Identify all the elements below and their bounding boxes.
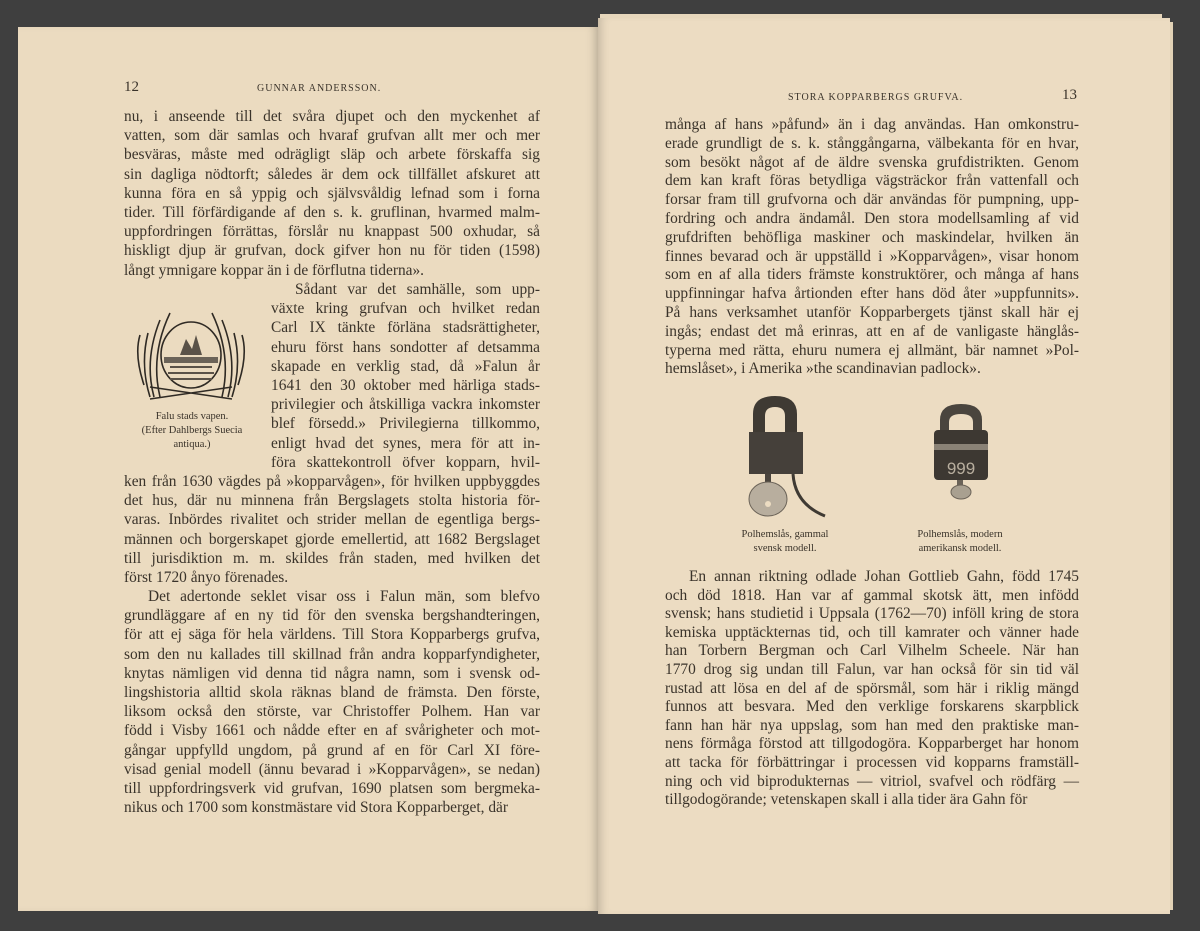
paragraph <box>124 587 540 817</box>
text-line: vatten, som där samlas och hvaraf grufvan allt mer och mer <box>124 127 540 145</box>
paragraph-wrapped <box>271 280 540 472</box>
text-line: först 1720 ånyo förenades. <box>124 568 289 586</box>
text-line: knytas nämligen vid denna tid några namn, som i svensk od- <box>124 664 540 682</box>
text-line: Carl IX tänkte förläna stadsrättigheter, <box>271 319 540 337</box>
figure-caption <box>112 410 272 452</box>
text-line: det hus, där nu minnena från Bergslagets stolta historia för- <box>124 492 540 510</box>
text-line: 1641 den 30 oktober med härliga stads- <box>271 376 540 394</box>
text-line: rustad att lösa en del af de spörsmål, som här i riklig mängd <box>665 679 1079 697</box>
running-head: STORA KOPPARBERGS GRUFVA. <box>788 92 964 103</box>
text-line: som den nu kallades till skillnad från andra kopparfyndigheter, <box>124 645 540 663</box>
text-line: Sådant var det samhälle, som upp- <box>295 281 540 298</box>
text-line: gångar uppfylld ungdom, på grund af en för Carl XI före- <box>124 741 540 759</box>
text-line: 1770 drog sig undan till Falun, var han också för sin tid väl <box>665 660 1079 678</box>
text-line: Det adertonde seklet visar oss i Falun män, som blefvo <box>148 588 540 605</box>
text-line: född i Visby 1661 och nådde efter en af svårigheter och mot- <box>124 722 540 740</box>
text-line: privilegier och åtskilliga vackra inkomster <box>271 396 540 414</box>
text-line: hemslåset», i Amerika »the scandinavian padlock». <box>665 360 981 378</box>
text-line: finnes bevarad och är uppställd i »Kopparvågen», visar honom <box>665 247 1079 265</box>
text-line: kunna föra en så yppig och självsvåldig lefnad som i forna <box>124 184 540 202</box>
text-line: tillgodogörande; vetenskapen skall i alla tider ära Gahn för <box>665 791 1028 809</box>
text-line: visad genial modell (ännu bevarad i »Kopparvågen», se nedan) <box>124 760 540 778</box>
text-line: till uppfordringsverk vid grufvan, 1690 platsen som bergmeka- <box>124 779 540 797</box>
caption-line: antiqua.) <box>173 439 211 450</box>
text-line: många af hans »påfund» än i dag användas. Han omkonstru- <box>665 116 1079 133</box>
figure-caption <box>730 528 840 556</box>
text-line: sin dagliga nödtorft; således är dem ock tillfället afskuret att <box>124 165 540 183</box>
text-line: som en af alla tiders främste konstruktörer, och många af hans <box>665 266 1079 284</box>
text-line: fann han här nya uppslag, som han med den praktiske man- <box>665 716 1079 734</box>
paragraph <box>665 568 1079 810</box>
text-line: lingshistoria alltid skola räknas bland de främsta. Den förste, <box>124 683 540 701</box>
text-line: enligt hvad det synes, mera för att in- <box>271 434 540 452</box>
caption-line: Polhemslås, modern <box>917 529 1003 540</box>
text-line: En annan riktning odlade Johan Gottlieb Gahn, född 1745 <box>689 568 1079 585</box>
text-line: nu, i anseende till det svåra djupet och den myckenhet af <box>124 108 540 125</box>
text-line: långt ymnigare koppar än i de förflutna tiderna». <box>124 261 425 279</box>
text-line: kemiska upptäckternas tid, och till kamrater och vänner hade <box>665 623 1079 641</box>
page-number: 12 <box>124 79 139 95</box>
caption-line: Falu stads vapen. <box>155 411 229 422</box>
text-line: ning och vid biprodukternas — vitriol, svafvel och rödfärg — <box>665 772 1079 790</box>
text-line: På hans verksamhet utanför Kopparbergets tjänst skall här ej <box>665 303 1079 321</box>
figure-caption <box>905 528 1015 556</box>
caption-line: svensk modell. <box>753 543 817 554</box>
text-line: uppfordringen förrättas, förslår nu knappast 500 oxhudar, så <box>124 223 540 241</box>
text-line: erade grundligt de s. k. stånggångarna, välbekanta för en hvar, <box>665 134 1079 152</box>
text-line: grufdriften behöfliga maskiner och maskindelar, hvilken än <box>665 228 1079 246</box>
text-line: besväras, måste med odrägligt släp och arbete förskaffa sig <box>124 146 540 164</box>
text-line: skapade en verklig stad, då »Falun år <box>271 357 540 375</box>
paragraph <box>665 116 1079 379</box>
text-line: ingås; endast det må erinras, att en af de vanligaste hänglås- <box>665 322 1079 340</box>
text-line: fordring och andra ändamål. Den stora modellsamling af vid <box>665 209 1079 227</box>
text-line: föra skattekontroll öfver kopparn, hvil- <box>271 453 540 471</box>
text-line: uppfinningar hafva årtionden efter hans död åter »uppfunnits». <box>665 285 1079 303</box>
text-line: att tacka för förbättringar i processen vid kopparns framställ- <box>665 753 1079 771</box>
text-line: nens förmåga förstod att tillgodogöra. Kopparberget har honom <box>665 735 1079 753</box>
text-line: ehuru först hans sondotter af detsamma <box>271 338 540 356</box>
paragraph <box>124 107 540 280</box>
modern-padlock-illustration <box>930 402 992 500</box>
text-line: för att ej säga för hela världens. Till Stora Kopparbergs grufva, <box>124 626 540 644</box>
text-line: forsar fram till grufvorna och där användas för pumpning, upp- <box>665 191 1079 209</box>
text-line: männen och borgerskapet gjorde emellertid, att 1682 Bergslaget <box>124 530 540 548</box>
caption-line: Polhemslås, gammal <box>741 529 829 540</box>
text-line: hiskligt djup är grufvan, dock gifver hon nu för tiden (1598) <box>124 242 540 260</box>
text-line: han Torbern Bergman och Carl Vilhelm Scheele. När han <box>665 642 1079 660</box>
text-line: till jurisdiktion m. m. skildes från staden, med hvilken det <box>124 549 540 567</box>
paragraph <box>124 472 540 587</box>
text-line: blef försedd.» Privilegierna tillkommo, <box>271 415 540 433</box>
running-head: GUNNAR ANDERSSON. <box>257 83 382 94</box>
text-line: svensk; hans studietid i Uppsala (1762—70) inföll kring de stora <box>665 605 1079 623</box>
text-line: ken från 1630 vägdes på »kopparvågen», för hvilken uppbyggdes <box>124 473 540 490</box>
text-line: nikus och 1700 som konstmästare vid Stora Kopparberget, där <box>124 799 508 817</box>
text-line: tider. Till förfärdigande af den s. k. gruflinan, hvarmed malm- <box>124 203 540 221</box>
text-line: funnos att besvara. Med den verklige forskarens skarpblick <box>665 698 1079 716</box>
text-line: varas. Inbördes rivalitet och strider mellan de egentliga bergs- <box>124 511 540 529</box>
text-line: grundläggare af en ny tid för den svenska bergshandteringen, <box>124 607 540 625</box>
text-line: liksom också den störste, var Christoffer Polhem. Han var <box>124 703 540 721</box>
text-line: växte kring grufvan och hvilket redan <box>271 300 540 318</box>
caption-line: amerikansk modell. <box>918 543 1002 554</box>
text-line: som besökt något af de äldre svenska grufdistrikten. Genom <box>665 153 1079 171</box>
caption-line: (Efter Dahlbergs Suecia <box>141 425 243 436</box>
text-line: typerna med rätta, ehuru numera ej allmänt, bär namnet »Pol- <box>665 341 1079 359</box>
text-line: dem kan kraft föras betydliga vägsträckor från vattenfall och <box>665 172 1079 190</box>
lock-label: 999 <box>946 459 976 478</box>
page-number: 13 <box>1062 87 1077 103</box>
text-line: och död 1818. Han var af gammal skotsk ätt, men infödd <box>665 586 1079 604</box>
old-padlock-illustration <box>745 392 835 522</box>
coat-of-arms-illustration <box>130 305 252 405</box>
